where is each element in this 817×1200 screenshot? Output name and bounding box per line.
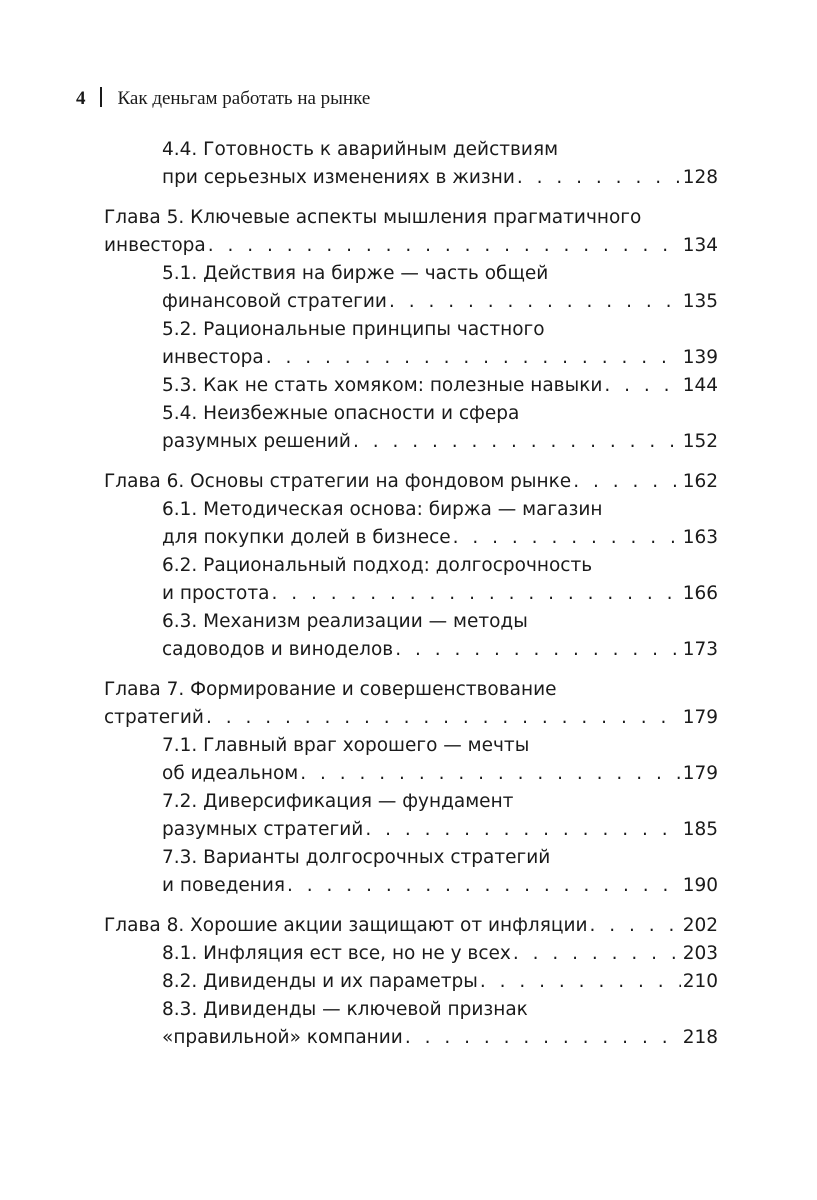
book-title: Как деньгам работать на рынке bbox=[117, 88, 371, 109]
toc-entry-last-line bbox=[162, 344, 718, 372]
dot-leader bbox=[453, 524, 681, 552]
toc-entry-title: инвестора bbox=[104, 235, 206, 256]
dot-leader bbox=[353, 428, 681, 456]
toc-page-number: 218 bbox=[682, 1027, 718, 1048]
toc-section-entry bbox=[162, 552, 718, 608]
toc-entry-title: садоводов и виноделов bbox=[162, 639, 394, 660]
dot-leader bbox=[206, 704, 681, 732]
toc-page-number: 179 bbox=[682, 707, 718, 728]
toc-entry-title: и простота bbox=[162, 583, 270, 604]
toc-entry-title-line: 4.4. Готовность к аварийным действиям bbox=[162, 139, 559, 160]
toc-page-number: 210 bbox=[682, 971, 718, 992]
toc-entry-title-line: 6.2. Рациональный подход: долгосрочность bbox=[162, 555, 593, 576]
toc-entry-last-line bbox=[162, 760, 718, 788]
toc-entry-title: финансовой стратегии bbox=[162, 291, 387, 312]
toc-entry-title: Глава 6. Основы стратегии на фондовом рынке bbox=[104, 471, 572, 492]
toc-entry-title-line: 6.1. Методическая основа: биржа — магазин bbox=[162, 499, 603, 520]
toc-section-entry bbox=[162, 316, 718, 372]
toc-entry-last-line bbox=[104, 232, 718, 260]
toc-section-entry bbox=[162, 940, 718, 968]
toc-entry-title: 5.3. Как не стать хомяком: полезные навыки bbox=[162, 375, 603, 396]
toc-entry-title-line: 7.1. Главный враг хорошего — мечты bbox=[162, 735, 530, 756]
toc-entry-last-line bbox=[162, 872, 718, 900]
toc-entry-title: Глава 8. Хорошие акции защищают от инфляции bbox=[104, 915, 588, 936]
toc-entry-title: для покупки долей в бизнесе bbox=[162, 527, 451, 548]
toc-page-number: 163 bbox=[682, 527, 718, 548]
toc-entry-title-line: 5.1. Действия на бирже — часть общей bbox=[162, 263, 549, 284]
toc-page-number: 162 bbox=[682, 471, 718, 492]
toc-entry-title-line: 8.3. Дивиденды — ключевой признак bbox=[162, 999, 528, 1020]
toc-section-entry bbox=[162, 496, 718, 552]
toc-entry-last-line bbox=[162, 288, 718, 316]
toc-entry-title: разумных стратегий bbox=[162, 819, 364, 840]
dot-leader bbox=[266, 344, 681, 372]
page-number: 4 bbox=[76, 88, 86, 109]
toc-entry-last-line bbox=[162, 580, 718, 608]
toc-entry-title: «правильной» компании bbox=[162, 1027, 403, 1048]
toc-entry-last-line bbox=[104, 912, 718, 940]
toc-section-entry bbox=[162, 788, 718, 844]
toc-page-number: 203 bbox=[682, 943, 718, 964]
toc-entry-title: инвестора bbox=[162, 347, 264, 368]
dot-leader bbox=[365, 816, 680, 844]
table-of-contents bbox=[104, 136, 718, 1052]
toc-page-number: 152 bbox=[682, 431, 718, 452]
dot-leader bbox=[590, 912, 681, 940]
dot-leader bbox=[513, 940, 681, 968]
toc-entry-last-line bbox=[162, 1024, 718, 1052]
dot-leader bbox=[405, 1024, 681, 1052]
toc-section-entry bbox=[162, 732, 718, 788]
toc-entry-last-line bbox=[104, 468, 718, 496]
toc-entry-last-line bbox=[162, 816, 718, 844]
toc-entry-title-line: 5.4. Неизбежные опасности и сфера bbox=[162, 403, 520, 424]
toc-section-entry bbox=[162, 400, 718, 456]
toc-chapter-entry bbox=[104, 468, 718, 496]
toc-entry-last-line bbox=[162, 372, 718, 400]
toc-page-number: 135 bbox=[682, 291, 718, 312]
dot-leader bbox=[287, 872, 681, 900]
dot-leader bbox=[517, 164, 681, 192]
toc-entry-last-line bbox=[162, 524, 718, 552]
toc-entry-title: об идеальном bbox=[162, 763, 299, 784]
toc-section-entry bbox=[162, 968, 718, 996]
toc-page-number: 179 bbox=[682, 763, 718, 784]
dot-leader bbox=[573, 468, 681, 496]
toc-entry-title: при серьезных изменениях в жизни bbox=[162, 167, 515, 188]
toc-page-number: 166 bbox=[682, 583, 718, 604]
toc-section-entry bbox=[162, 608, 718, 664]
toc-section-entry bbox=[162, 136, 718, 192]
toc-chapter-entry bbox=[104, 912, 718, 940]
toc-entry-title: 8.1. Инфляция ест все, но не у всех bbox=[162, 943, 511, 964]
toc-entry-last-line bbox=[162, 636, 718, 664]
toc-page-number: 190 bbox=[682, 875, 718, 896]
toc-page-number: 185 bbox=[682, 819, 718, 840]
toc-entry-title-line: 7.2. Диверсификация — фундамент bbox=[162, 791, 514, 812]
toc-entry-last-line bbox=[162, 968, 718, 996]
toc-chapter-entry bbox=[104, 676, 718, 732]
toc-entry-title: 8.2. Дивиденды и их параметры bbox=[162, 971, 478, 992]
toc-page-number: 139 bbox=[682, 347, 718, 368]
toc-page-number: 134 bbox=[682, 235, 718, 256]
dot-leader bbox=[389, 288, 681, 316]
dot-leader bbox=[604, 372, 680, 400]
toc-entry-last-line bbox=[162, 940, 718, 968]
toc-section-entry bbox=[162, 260, 718, 316]
dot-leader bbox=[271, 580, 680, 608]
toc-entry-last-line bbox=[104, 704, 718, 732]
toc-entry-title-line: 5.2. Рациональные принципы частного bbox=[162, 319, 545, 340]
dot-leader bbox=[300, 760, 680, 788]
toc-entry-title-line: 7.3. Варианты долгосрочных стратегий bbox=[162, 847, 551, 868]
toc-entry-title-line: 6.3. Механизм реализации — методы bbox=[162, 611, 528, 632]
toc-page-number: 128 bbox=[682, 167, 718, 188]
header-separator bbox=[100, 87, 102, 107]
toc-entry-title: стратегий bbox=[104, 707, 204, 728]
toc-page-number: 202 bbox=[682, 915, 718, 936]
dot-leader bbox=[208, 232, 681, 260]
toc-entry-last-line bbox=[162, 164, 718, 192]
toc-entry-title: и поведения bbox=[162, 875, 286, 896]
toc-entry-title: разумных решений bbox=[162, 431, 351, 452]
toc-chapter-entry bbox=[104, 204, 718, 260]
toc-entry-last-line bbox=[162, 428, 718, 456]
toc-entry-title-line: Глава 7. Формирование и совершенствование bbox=[104, 679, 557, 700]
dot-leader bbox=[395, 636, 680, 664]
toc-section-entry bbox=[162, 372, 718, 400]
toc-entry-title-line: Глава 5. Ключевые аспекты мышления прагматичного bbox=[104, 207, 642, 228]
running-head bbox=[76, 84, 370, 110]
toc-section-entry bbox=[162, 844, 718, 900]
dot-leader bbox=[480, 968, 681, 996]
toc-section-entry bbox=[162, 996, 718, 1052]
toc-page-number: 173 bbox=[682, 639, 718, 660]
toc-page-number: 144 bbox=[682, 375, 718, 396]
